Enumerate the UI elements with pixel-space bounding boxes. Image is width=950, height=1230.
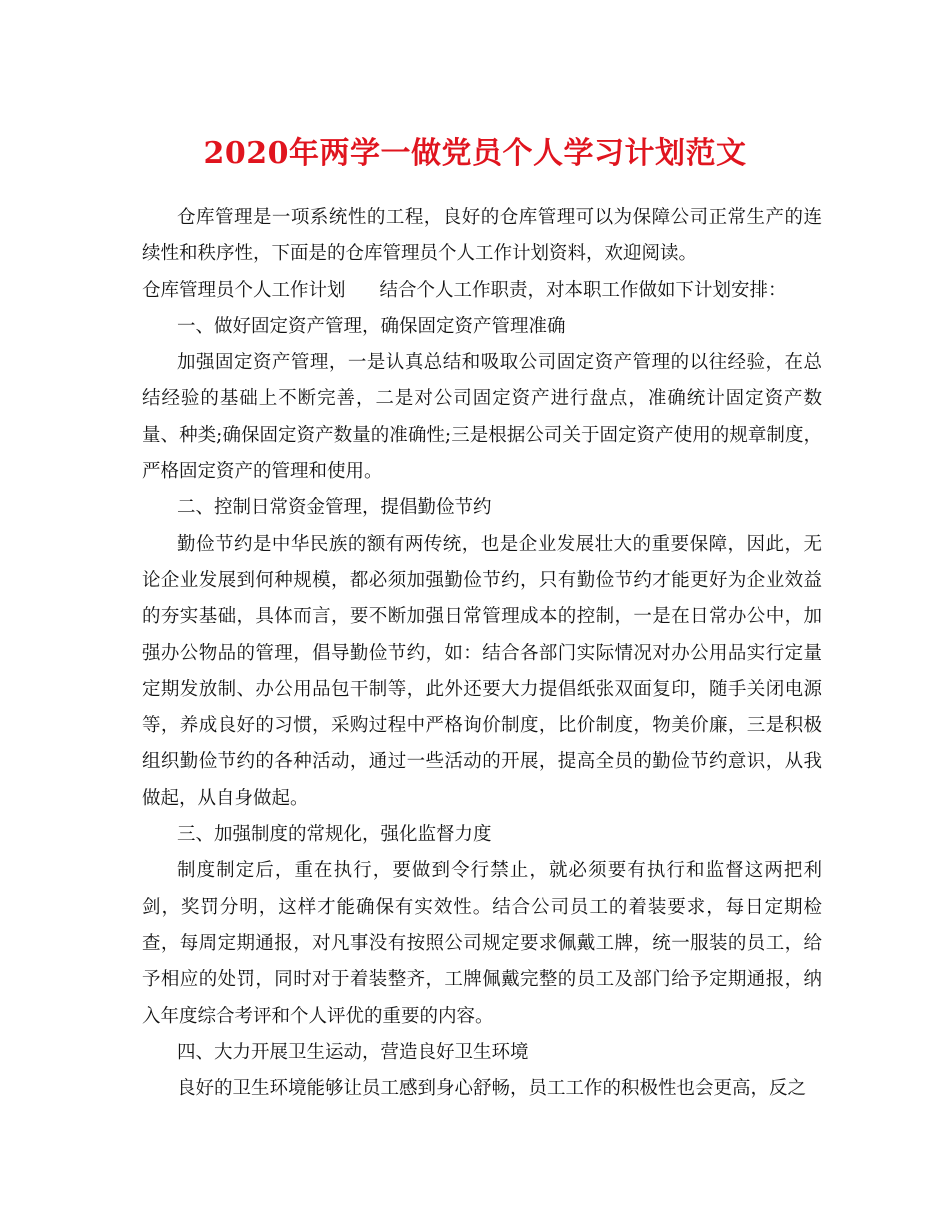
plan-label: 仓库管理员个人工作计划 bbox=[142, 279, 346, 301]
document-body bbox=[142, 200, 822, 1107]
plan-line bbox=[142, 273, 822, 309]
section-body-2: 勤俭节约是中华民族的额有两传统，也是企业发展壮大的重要保障，因此，无论企业发展到何种规模，都必须加强勤俭节约，只有勤俭节约才能更好为企业效益的夯实基础，具体而言，要不断加强日常管理成本的控制，一是在日常办公中，加强办公物品的管理，倡导勤俭节约，如：结合各部门实际情况对办公用品实行定量定期发放制、办公用品包干制等，此外还要大力提倡纸张双面复印，随手关闭电源等，养成良好的习惯，采购过程中严格询价制度，比价制度，物美价廉，三是积极组织勤俭节约的各种活动，通过一些活动的开展，提高全员的勤俭节约意识，从我做起，从自身做起。 bbox=[142, 533, 822, 809]
section-heading-2: 二、控制日常资金管理，提倡勤俭节约 bbox=[177, 497, 492, 519]
document-title: 2020年两学一做党员个人学习计划范文 bbox=[203, 136, 747, 171]
section-body-4: 良好的卫生环境能够让员工感到身心舒畅，员工工作的积极性也会更高，反之 bbox=[177, 1078, 807, 1100]
section-body-3: 制度制定后，重在执行，要做到令行禁止，就必须要有执行和监督这两把利剑，奖罚分明，这样才能确保有实效性。结合公司员工的着装要求，每日定期检查，每周定期通报，对凡事没有按照公司规定要求佩戴工牌，统一服装的员工，给予相应的处罚，同时对于着装整齐，工牌佩戴完整的员工及部门给予定期通报，纳入年度综合考评和个人评优的重要的内容。 bbox=[142, 860, 822, 1027]
section-heading-3: 三、加强制度的常规化，强化监督力度 bbox=[177, 824, 492, 846]
intro-paragraph: 仓库管理是一项系统性的工程，良好的仓库管理可以为保障公司正常生产的连续性和秩序性，下面是的仓库管理员个人工作计划资料，欢迎阅读。 bbox=[142, 207, 822, 265]
plan-text: 结合个人工作职责，对本职工作做如下计划安排： bbox=[379, 279, 787, 301]
section-body-1: 加强固定资产管理，一是认真总结和吸取公司固定资产管理的以往经验，在总结经验的基础上不断完善，二是对公司固定资产进行盘点，准确统计固定资产数量、种类;确保固定资产数量的准确性;三是根据公司关于固定资产使用的规章制度，严格固定资产的管理和使用。 bbox=[142, 352, 822, 483]
section-heading-4: 四、大力开展卫生运动，营造良好卫生环境 bbox=[177, 1041, 529, 1063]
section-heading-1: 一、做好固定资产管理，确保固定资产管理准确 bbox=[177, 315, 566, 337]
